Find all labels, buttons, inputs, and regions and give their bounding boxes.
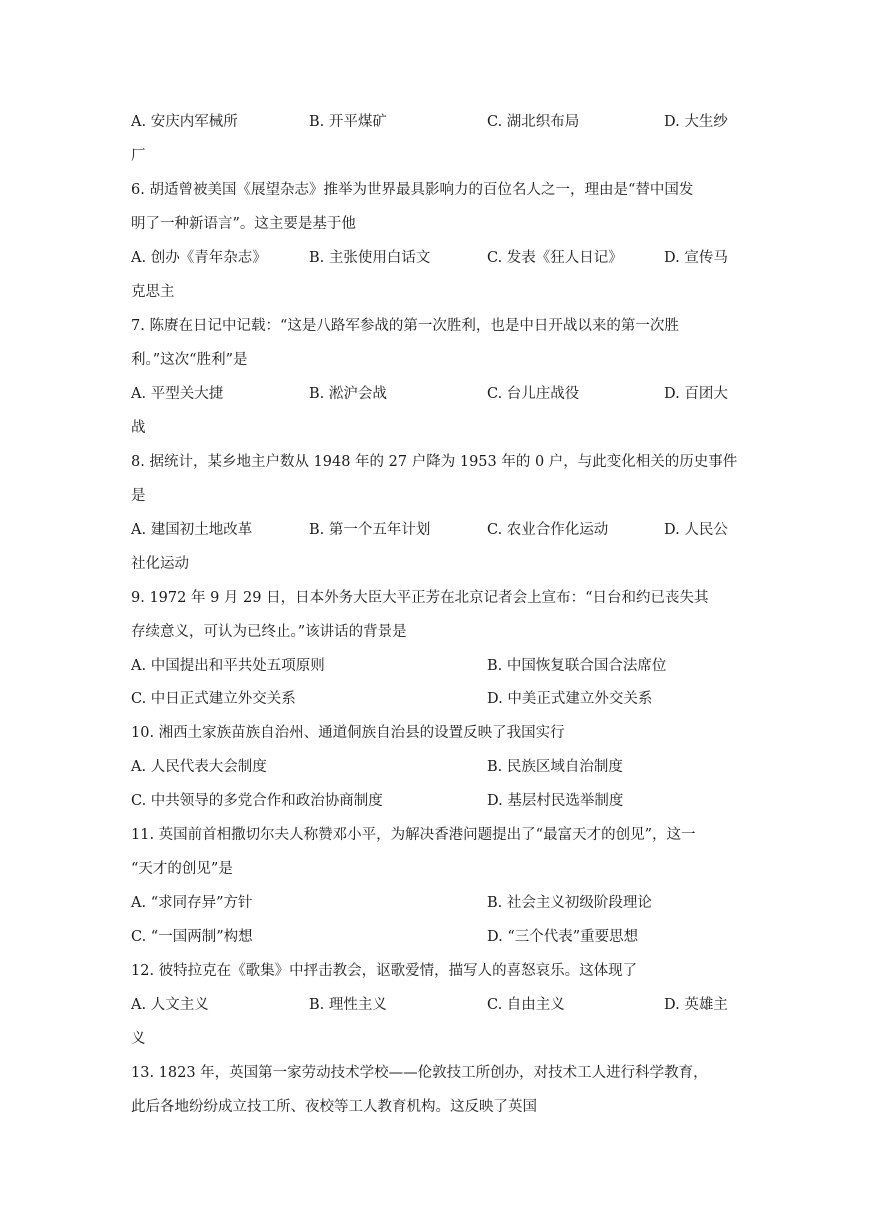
option-c: C. 湖北织布局 (487, 114, 580, 130)
option-a: A. 人民代表大会制度 (131, 759, 267, 775)
text-line: 6. 胡适曾被美国《展望杂志》推举为世界最具影响力的百位名人之一，理由是“替中国发 (131, 182, 694, 198)
text-line: “天才的创见”是 (131, 861, 233, 877)
text-line: 存续意义，可认为已终止。”该讲话的背景是 (131, 624, 407, 640)
option-b: B. 民族区域自治制度 (487, 759, 623, 775)
option-a: A. “求同存异”方针 (131, 895, 253, 911)
option-a: C. 中共领导的多党合作和政治协商制度 (131, 793, 383, 809)
option-d: D. 人民公 (664, 522, 728, 538)
option-a: A. 平型关大捷 (131, 386, 224, 402)
text-line: 9. 1972 年 9 月 29 日，日本外务大臣大平正芳在北京记者会上宣布：“日台和约已丧失其 (131, 590, 709, 606)
option-c: C. 台儿庄战役 (487, 386, 580, 402)
option-row (131, 656, 751, 676)
option-row (131, 893, 751, 913)
option-row (131, 757, 751, 777)
text-line: 此后各地纷纷成立技工所、夜校等工人教育机构。这反映了英国 (131, 1099, 537, 1115)
option-b: B. 主张使用白话文 (309, 250, 431, 266)
option-d: D. 英雄主 (664, 997, 728, 1013)
text-line: 克思主 (131, 284, 175, 300)
option-b: D. 中美正式建立外交关系 (487, 691, 653, 707)
text-line: 利。”这次“胜利”是 (131, 352, 248, 368)
option-row (131, 791, 751, 811)
text-line: 13. 1823 年，英国第一家劳动技术学校——伦敦技工所创办，对技术工人进行科学教育， (131, 1065, 708, 1081)
option-b: D. “三个代表”重要思想 (487, 929, 639, 945)
option-row (131, 995, 751, 1015)
text-line: 12. 彼特拉克在《歌集》中抨击教会，讴歌爱情，描写人的喜怒哀乐。这体现了 (131, 963, 638, 979)
option-row (131, 927, 751, 947)
option-b: B. 淞沪会战 (309, 386, 387, 402)
text-line: 7. 陈赓在日记中记载：“这是八路军参战的第一次胜利，也是中日开战以来的第一次胜 (131, 318, 679, 334)
text-line: 11. 英国前首相撒切尔夫人称赞邓小平，为解决香港问题提出了“最富天才的创见”，这一 (131, 827, 696, 843)
option-b: B. 中国恢复联合国合法席位 (487, 658, 667, 674)
option-a: A. 创办《青年杂志》 (131, 250, 267, 266)
option-a: C. 中日正式建立外交关系 (131, 691, 296, 707)
text-line: 10. 湘西土家族苗族自治州、通道侗族自治县的设置反映了我国实行 (131, 725, 565, 741)
option-a: A. 中国提出和平共处五项原则 (131, 658, 325, 674)
option-d: D. 大生纱 (664, 114, 728, 130)
option-row (131, 689, 751, 709)
text-line: 社化运动 (131, 556, 189, 572)
option-a: A. 人文主义 (131, 997, 209, 1013)
option-b: B. 开平煤矿 (309, 114, 387, 130)
option-a: A. 安庆内军械所 (131, 114, 238, 130)
option-row (131, 112, 751, 132)
text-line: 是 (131, 488, 146, 504)
text-line: 8. 据统计，某乡地主户数从 1948 年的 27 户降为 1953 年的 0 户，与此变化相关的历史事件 (131, 454, 738, 470)
text-line: 战 (131, 420, 146, 436)
option-c: C. 自由主义 (487, 997, 565, 1013)
option-d: D. 百团大 (664, 386, 728, 402)
option-b: B. 理性主义 (309, 997, 387, 1013)
option-a: A. 建国初土地改革 (131, 522, 253, 538)
option-b: D. 基层村民选举制度 (487, 793, 624, 809)
option-row (131, 520, 751, 540)
option-c: C. 发表《狂人日记》 (487, 250, 623, 266)
option-b: B. 社会主义初级阶段理论 (487, 895, 652, 911)
option-row (131, 248, 751, 268)
option-c: C. 农业合作化运动 (487, 522, 609, 538)
option-d: D. 宣传马 (664, 250, 728, 266)
text-line: 厂 (131, 148, 146, 164)
option-row (131, 384, 751, 404)
option-b: B. 第一个五年计划 (309, 522, 431, 538)
text-line: 义 (131, 1031, 146, 1047)
text-line: 明了一种新语言”。这主要是基于他 (131, 216, 356, 232)
option-a: C. “一国两制”构想 (131, 929, 253, 945)
